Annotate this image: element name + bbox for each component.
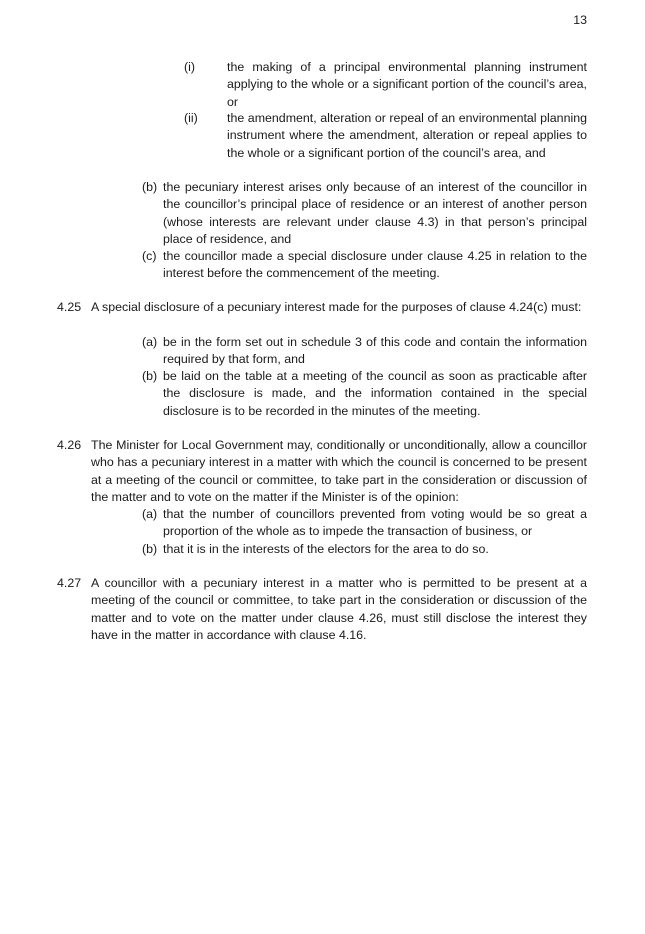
clause-number: 4.27 [57, 576, 82, 590]
clause-number: 4.26 [57, 438, 82, 452]
clause-text: A special disclosure of a pecuniary interest made for the purposes of clause 4.24(c) must: [91, 300, 582, 314]
item-text: that the number of councillors prevented from voting would be so great a proportion of the whole as to impede the transaction of business, or [163, 507, 587, 539]
item-text: that it is in the interests of the electors for the area to do so. [163, 542, 489, 556]
item-text: the pecuniary interest arises only because of an interest of the councillor in the councillor’s principal place of residence or an interest of another person (whose interests are relevant under clause 4.3) in that person’s principal place of residence, and [163, 180, 587, 246]
item-marker: (i) [184, 60, 196, 74]
item-marker: (b) [142, 542, 158, 556]
clause-text: A councillor with a pecuniary interest in a matter who is permitted to be present at a meeting of the council or committee, to take part in the consideration or discussion of the matter and to vote on the matter under clause 4.26, must still disclose the interest they have in the matter in accordance with clause 4.16. [91, 576, 587, 642]
item-marker: (c) [142, 249, 157, 263]
item-text: the making of a principal environmental planning instrument applying to the whole or a significant portion of the council’s area, or [227, 60, 587, 109]
clause-text: The Minister for Local Government may, conditionally or unconditionally, allow a councillor who has a pecuniary interest in a matter with which the council is concerned to be present at a meeting of the council or committee, to take part in the consideration or discussion of the matter and to vote on the matter if the Minister is of the opinion: [91, 438, 587, 504]
item-text: the amendment, alteration or repeal of an environmental planning instrument where the amendment, alteration or repeal applies to the whole or a significant portion of the council’s area, and [227, 111, 587, 160]
item-marker: (b) [142, 180, 158, 194]
item-text: be in the form set out in schedule 3 of this code and contain the information required by that form, and [163, 335, 587, 367]
item-marker: (b) [142, 369, 158, 383]
clause-number: 4.25 [57, 300, 82, 314]
item-marker: (a) [142, 335, 158, 349]
item-text: be laid on the table at a meeting of the council as soon as practicable after the disclosure is made, and the information contained in the special disclosure is to be recorded in the minutes of the meeting. [163, 369, 587, 418]
page-number: 13 [573, 13, 587, 27]
item-marker: (a) [142, 507, 158, 521]
item-marker: (ii) [184, 111, 198, 125]
item-text: the councillor made a special disclosure under clause 4.25 in relation to the interest before the commencement of the meeting. [163, 249, 587, 281]
